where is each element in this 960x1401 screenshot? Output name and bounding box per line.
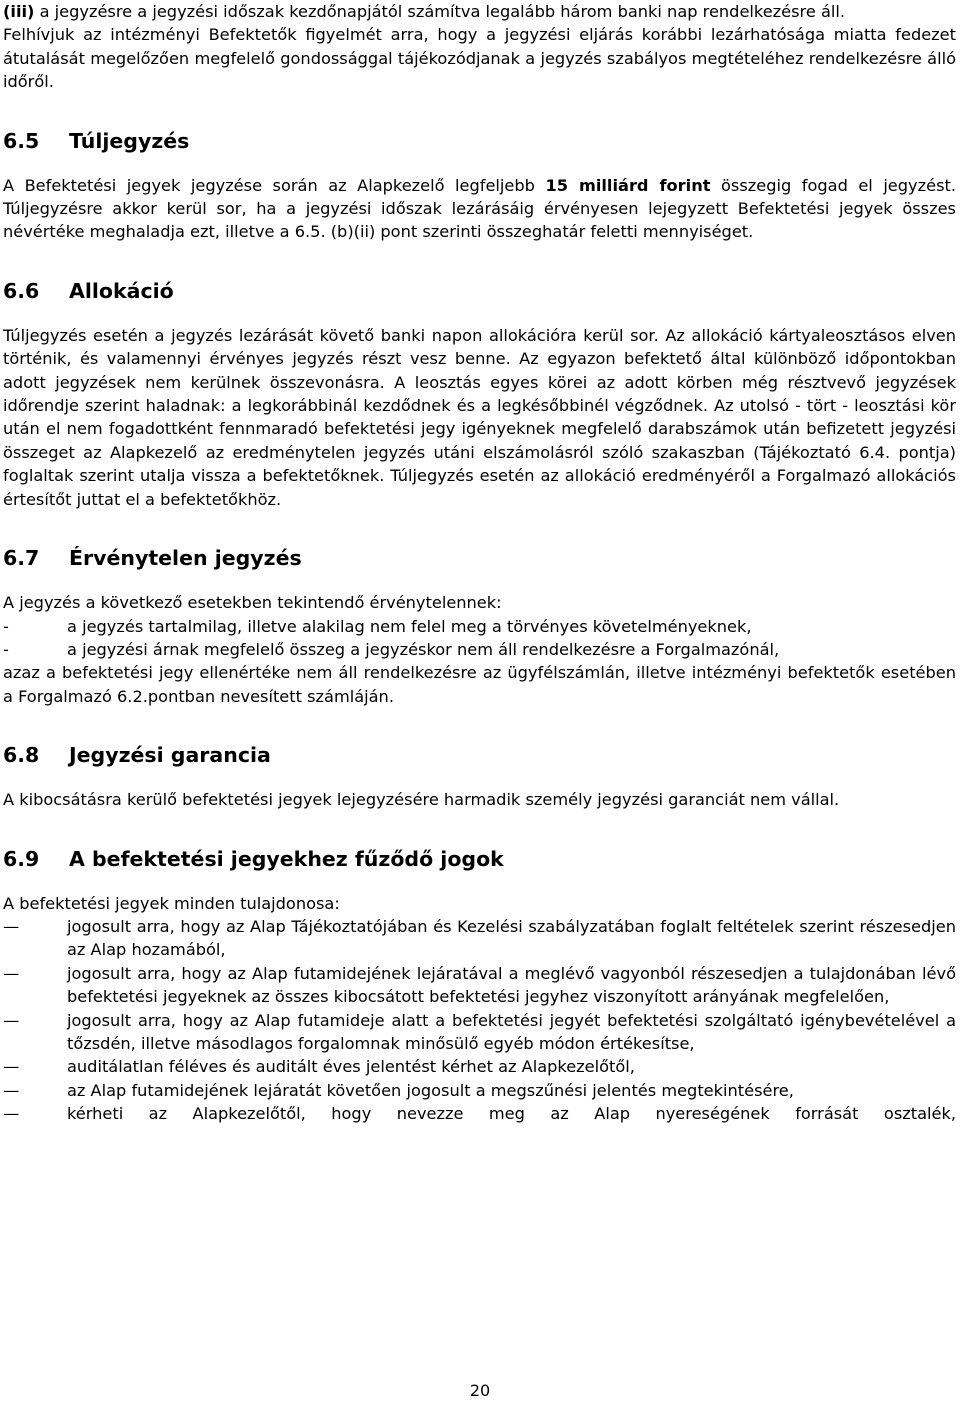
section-6-5-heading — [3, 128, 956, 154]
list-item-text: jogosult arra, hogy az Alap Tájékoztatójában és Kezelési szabályzatában foglalt feltételek szerint részesedjen az Alap hozamából, — [67, 916, 956, 960]
intro-item-iii — [3, 0, 956, 23]
list-item-text: a jegyzési árnak megfelelő összeg a jegyzéskor nem áll rendelkezésre a Forgalmazónál, — [67, 639, 780, 659]
section-6-9-lead: A befektetési jegyek minden tulajdonosa: — [3, 893, 340, 913]
list-item — [3, 615, 956, 638]
section-6-8-paragraph: A kibocsátásra kerülő befektetési jegyek lejegyzésére harmadik személy jegyzési garanciát nem vállal. — [3, 790, 840, 810]
list-item-text: az Alap futamidejének lejáratát követően jogosult a megszűnési jelentés megtekintésére, — [67, 1080, 794, 1100]
section-number: 6.6 — [3, 278, 40, 303]
intro-notice: Felhívjuk az intézményi Befektetők figyelmét arra, hogy a jegyzési eljárás korábbi lezárhatósága miatta fedezet átutalását megelőzően megfelelő gondossággal tájékozódjanak a jegyzés szabályos megtételéhez rendelkezésre álló időről. — [3, 25, 956, 92]
dash-marker: - — [3, 616, 9, 636]
list-item-text: a jegyzés tartalmilag, illetve alakilag nem felel meg a törvényes követelményeknek, — [67, 616, 752, 636]
text-span: A Befektetési jegyek jegyzése során az Alapkezelő legfeljebb — [3, 175, 546, 195]
list-item-text: jogosult arra, hogy az Alap futamideje alatt a befektetési jegyét befektetési szolgáltató igénybevételével a tőzsdén, illetve másodlagos forgalomnak minősülő egyéb módon értékesítse, — [67, 1010, 956, 1053]
section-number: 6.9 — [3, 846, 40, 871]
dash-marker: — — [3, 1057, 20, 1077]
section-number: 6.5 — [3, 128, 40, 153]
dash-marker: — — [3, 1010, 20, 1030]
item-iii-label: (iii) — [3, 2, 35, 21]
list-item — [3, 915, 956, 962]
dash-marker: - — [3, 639, 9, 659]
dash-marker: — — [3, 963, 20, 983]
list-item — [3, 638, 956, 661]
section-6-9-heading — [3, 846, 956, 872]
list-item — [3, 1055, 956, 1078]
section-6-6-paragraph: Túljegyzés esetén a jegyzés lezárását követő banki napon allokációra kerül sor. Az allokáció kártyaleosztásos elven történik, és valamennyi érvényes jegyzés részt vesz benne. Az egyazon befektető által különböző időpontokban adott jegyzések nem kerülnek összevonásra. A leosztás egyes körei az adott körben még résztvevő jegyzések időrendje szerint haladnak: a legkorábbinál kezdődnek és a legkésőbbinél végződnek. Az utolsó - tört - leosztási kör után el nem fogadottként fennmaradó befektetési jegy igényeknek megfelelő darabszámok után befizetett jegyzési összeget az Alapkezelő az eredménytelen jegyzés utáni elszámolásról szóló szakaszban (Tájékoztató 6.4. pontja) foglaltak szerint utalja vissza a befektetőknek. Túljegyzés esetén az allokáció eredményéről a Forgalmazó allokációs értesítőt juttat el a befektetőkhöz. — [3, 325, 956, 509]
list-item — [3, 1102, 956, 1125]
section-title: Érvénytelen jegyzés — [69, 546, 302, 571]
dash-marker: — — [3, 1080, 20, 1100]
section-number: 6.7 — [3, 546, 40, 571]
section-6-5-paragraph — [3, 174, 956, 244]
list-item — [3, 1009, 956, 1056]
section-title: Allokáció — [69, 278, 174, 303]
list-item-text: auditálatlan féléves és auditált éves jelentést kérhet az Alapkezelőtől, — [67, 1057, 635, 1077]
bold-amount: 15 milliárd forint — [545, 175, 711, 195]
section-6-7-heading — [3, 545, 956, 571]
dash-marker: — — [3, 1104, 20, 1124]
section-6-7-lead: A jegyzés a következő esetekben tekintendő érvénytelennek: — [3, 593, 502, 613]
page-number: 20 — [469, 1381, 491, 1400]
section-title: Túljegyzés — [69, 128, 190, 153]
dash-marker: — — [3, 916, 20, 936]
list-item — [3, 962, 956, 1009]
section-title: Jegyzési garancia — [69, 743, 271, 768]
section-6-6-heading — [3, 278, 956, 304]
list-item-text: kérheti az Alapkezelőtől, hogy nevezze meg az Alap nyereségének forrását osztalék, — [67, 1104, 956, 1124]
text-span: összegig fogad el jegyzést. Túljegyzésre akkor kerül sor, ha a jegyzési időszak lezárásáig érvényesen lejegyzett Befektetési jegyek összes névértéke meghaladja ezt, illetve a 6.5. (b)(ii) pont szerinti összeghatár feletti mennyiséget. — [3, 175, 957, 242]
section-number: 6.8 — [3, 743, 40, 768]
item-iii-text: a jegyzésre a jegyzési időszak kezdőnapjától számítva legalább három banki nap rendelkezésre áll. — [34, 2, 846, 21]
section-6-8-heading — [3, 742, 956, 768]
list-item-text: jogosult arra, hogy az Alap futamidejének lejáratával a meglévő vagyonból részesedjen a tulajdonában lévő befektetési jegyeknek az összes kibocsátott befektetési jegyhez viszonyított arányának megfelelően, — [67, 963, 956, 1007]
list-item — [3, 1079, 956, 1102]
section-title: A befektetési jegyekhez fűződő jogok — [69, 846, 504, 871]
document-page — [3, 0, 956, 1126]
section-6-7-tail: azaz a befektetési jegy ellenértéke nem áll rendelkezésre az ügyfélszámlán, illetve intézményi befektetők esetében a Forgalmazó 6.2.pontban nevesített számláján. — [3, 663, 956, 706]
